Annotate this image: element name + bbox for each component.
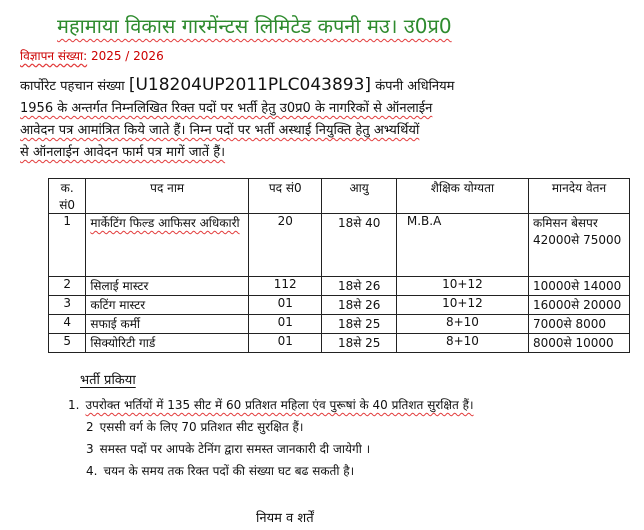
- vacancy-table: [48, 178, 630, 353]
- table-header-row: [49, 179, 630, 214]
- list-item: [68, 394, 608, 416]
- item-number: 2: [86, 420, 94, 434]
- cell-serial: 5: [49, 334, 86, 353]
- page-title: महामाया विकास गारमेंन्टस लिमिटेड कपनी मउ। उ0प्र0: [57, 14, 452, 38]
- header-education: शैक्षिक योग्यता: [396, 179, 528, 214]
- rules-heading: नियम व शर्तें: [256, 511, 314, 526]
- intro-line-1: [20, 74, 620, 98]
- cell-serial: 1: [49, 214, 86, 277]
- item-text: समस्त पदों पर आपके टेनिंग द्वारा समस्त जानकारी दी जायेगी ।: [99, 442, 371, 456]
- intro-line-2: 1956 के अन्तर्गत निम्नलिखित रिक्त पदों पर भर्ती हेतु उ0प्र0 के नागरिकों से ऑनलाईन: [20, 101, 433, 116]
- item-number: 4.: [86, 464, 98, 478]
- intro-paragraph: [20, 74, 620, 164]
- cell-age: 18से 26: [322, 296, 396, 315]
- act-label: कंपनी अधिनियम: [375, 79, 455, 94]
- cell-serial: 3: [49, 296, 86, 315]
- item-text: एससी वर्ग के लिए 70 प्रतिशत सीट सुरक्षित हैं।: [99, 420, 304, 434]
- cin-number: [U18204UP2011PLC043893]: [128, 75, 372, 95]
- cell-salary: कमिसन बेसपर 42000से 75000: [528, 214, 629, 277]
- cell-serial: 4: [49, 315, 86, 334]
- list-item: [68, 416, 608, 438]
- cell-post: मार्केटिंग फिल्ड आफिसर अधिकारी: [86, 214, 249, 277]
- item-text: चयन के समय तक रिक्त पदों की संख्या घट बढ सकती है।: [103, 464, 355, 478]
- item-number: 1.: [68, 398, 80, 412]
- header-serial: क. सं0: [49, 179, 86, 214]
- process-heading: भर्ती प्रकिया: [80, 373, 136, 388]
- table-row: [49, 315, 630, 334]
- cell-count: 01: [248, 315, 322, 334]
- advertisement-label: विज्ञापन संख्या:: [20, 49, 88, 63]
- cell-salary: 10000से 14000: [528, 277, 629, 296]
- table-row: [49, 334, 630, 353]
- cell-serial: 2: [49, 277, 86, 296]
- cell-education: 10+12: [396, 296, 528, 315]
- cell-age: 18से 25: [322, 315, 396, 334]
- cell-post: कटिंग मास्टर: [86, 296, 249, 315]
- list-item: [68, 438, 608, 460]
- header-age: आयु: [322, 179, 396, 214]
- cell-age: 18से 25: [322, 334, 396, 353]
- cell-post: सिक्योरिटी गार्ड: [86, 334, 249, 353]
- process-list: [68, 394, 608, 482]
- advertisement-number: [20, 47, 164, 64]
- cell-education: 10+12: [396, 277, 528, 296]
- cell-count: 20: [248, 214, 322, 277]
- cell-post: सफाई कर्मी: [86, 315, 249, 334]
- item-number: 3: [86, 442, 94, 456]
- table-row: [49, 214, 630, 277]
- cell-education: 8+10: [396, 315, 528, 334]
- cell-post: सिलाई मास्टर: [86, 277, 249, 296]
- intro-line-4: से ऑनलाईन आवेदन फार्म पत्र मागें जातें हैं।: [20, 145, 226, 160]
- cell-count: 112: [248, 277, 322, 296]
- header-count: पद सं0: [248, 179, 322, 214]
- cell-salary: 8000से 10000: [528, 334, 629, 353]
- item-text: उपरोक्त भर्तियों में 135 सीट में 60 प्रतिशत महिला एंव पुरूषां के 40 प्रतिशत सुरक्षित हैं।: [85, 398, 474, 412]
- list-item: [68, 460, 608, 482]
- cell-education: M.B.A: [396, 214, 528, 277]
- cell-education: 8+10: [396, 334, 528, 353]
- header-post: पद नाम: [86, 179, 249, 214]
- advertisement-value: 2025 / 2026: [90, 49, 164, 63]
- cin-label: कार्पोरेट पहचान संख्या: [20, 79, 125, 94]
- cell-age: 18से 40: [322, 214, 396, 277]
- table-row: [49, 277, 630, 296]
- cell-salary: 7000से 8000: [528, 315, 629, 334]
- header-salary: मानदेय वेतन: [528, 179, 629, 214]
- table-row: [49, 296, 630, 315]
- cell-salary: 16000से 20000: [528, 296, 629, 315]
- intro-line-3: आवेदन पत्र आमांत्रित किये जाते हैं। निम्न पदों पर भर्ती अस्थाई नियुक्ति हेतु अभ्यर्थियों: [20, 123, 420, 138]
- cell-count: 01: [248, 296, 322, 315]
- cell-age: 18से 26: [322, 277, 396, 296]
- cell-count: 01: [248, 334, 322, 353]
